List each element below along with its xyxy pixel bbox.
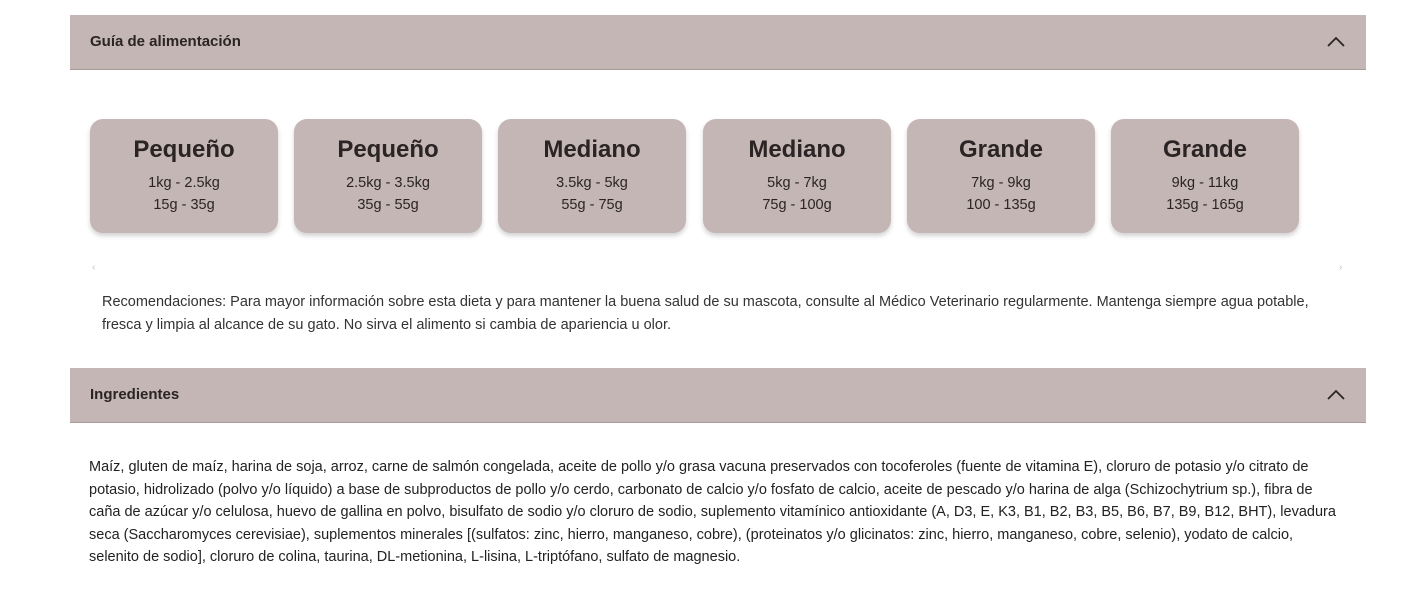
recommendations-text: Recomendaciones: Para mayor información sobre esta dieta y para mantener la buena salud de su mascota, consulte al Médico Veterinario regularmente. Mantenga siempre agua potable, fresca y limpia al alcance de su gato. No sirva el alimento si cambia de apariencia u olor. — [102, 294, 1309, 333]
daily-grams: 55g - 75g — [561, 197, 623, 213]
daily-grams: 75g - 100g — [762, 197, 832, 213]
weight-range: 1kg - 2.5kg — [148, 175, 220, 191]
weight-range: 5kg - 7kg — [767, 175, 827, 191]
carousel-next-arrow[interactable]: › — [1339, 262, 1343, 273]
ingredients-text: Maíz, gluten de maíz, harina de soja, arroz, carne de salmón congelada, aceite de pollo y/o grasa vacuna preservados con tocoferoles (fuente de vitamina E), cloruro de potasio y/o citrato de potasio, hidrolizado (polvo y/o líquido) a base de subproductos de pollo y/o cerdo, carbonato de calcio y/o fosfato de calcio, aceite de pescado y/o harina de alga (Schizochytrium sp.), fibra de caña de azúcar y/o celulosa, huevo de gallina en polvo, bisulfato de sodio y/o cloruro de sodio, suplemento vitamínico antioxidante (A, D3, E, K3, B1, B2, B3, B5, B6, B7, B9, B12, BHT), levadura seca (Saccharomyces cerevisiae), suplementos minerales [(sulfatos: zinc, hierro, manganeso, cobre), (proteinatos y/o glicinatos: zinc, hierro, manganeso, cobre, selenio), yodato de calcio, selenito de sodio], cloruro de colina, taurina, DL-metionina, L-lisina, L-triptófano, sulfato de magnesio. — [89, 459, 1336, 565]
size-card — [90, 119, 278, 233]
daily-grams: 15g - 35g — [153, 197, 215, 213]
ingredients-title: Ingredientes — [90, 386, 180, 403]
size-name: Pequeño — [133, 136, 235, 163]
daily-grams: 35g - 55g — [357, 197, 419, 213]
size-name: Mediano — [748, 136, 846, 163]
size-card — [907, 119, 1095, 233]
weight-range: 3.5kg - 5kg — [556, 175, 628, 191]
size-name: Grande — [1162, 136, 1248, 163]
chevron-up-icon[interactable] — [1326, 385, 1346, 405]
ingredients-header[interactable] — [70, 368, 1366, 423]
weight-range: 2.5kg - 3.5kg — [346, 175, 430, 191]
feeding-guide-title: Guía de alimentación — [90, 33, 241, 50]
daily-grams: 100 - 135g — [966, 197, 1036, 213]
weight-range: 9kg - 11kg — [1171, 175, 1239, 191]
size-card — [498, 119, 686, 233]
size-card — [703, 119, 891, 233]
size-name: Pequeño — [337, 136, 439, 163]
size-card — [1111, 119, 1299, 233]
daily-grams: 135g - 165g — [1166, 197, 1244, 213]
size-name: Mediano — [543, 136, 641, 163]
feeding-guide-header[interactable] — [70, 15, 1366, 70]
weight-range: 7kg - 9kg — [971, 175, 1031, 191]
size-card — [294, 119, 482, 233]
size-name: Grande — [958, 136, 1044, 163]
chevron-up-icon[interactable] — [1326, 32, 1346, 52]
carousel-prev-arrow[interactable]: ‹ — [92, 262, 96, 273]
